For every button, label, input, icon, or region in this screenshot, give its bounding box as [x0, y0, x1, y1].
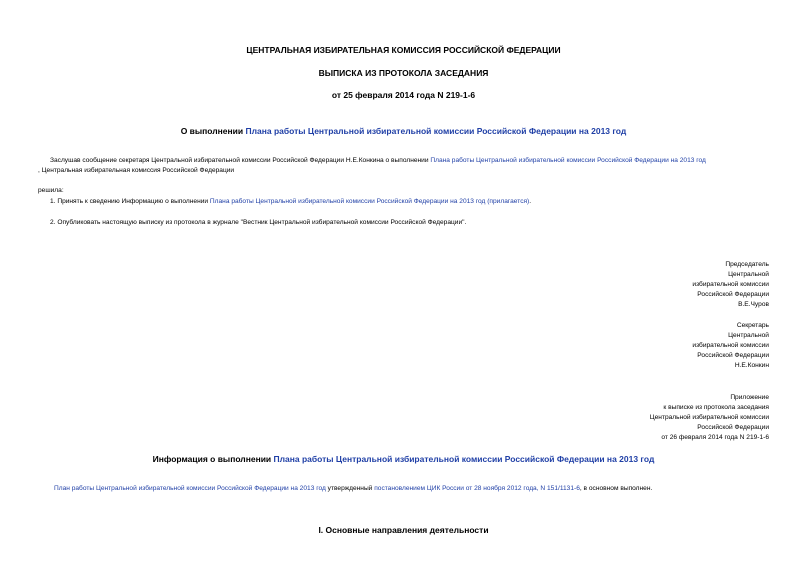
secretary-name: Н.Е.Конкин: [734, 362, 769, 369]
chairman-line-4: Российской Федерации: [697, 291, 769, 298]
plan-link-info-title[interactable]: Плана работы Центральной избирательной комиссии Российской Федерации на 2013 год: [273, 454, 655, 464]
item-2: 2. Опубликовать настоящую выписку из протокола в журнале "Вестник Центральной избирательной комиссии Российской Федерации".: [50, 219, 467, 226]
appendix-line-1: Приложение: [730, 394, 769, 401]
info-title: [0, 454, 807, 464]
decided-label: решила:: [38, 187, 64, 194]
appendix-line-5: от 26 февраля 2014 года N 219-1-6: [661, 434, 769, 441]
chairman-line-3: избирательной комиссии: [692, 281, 769, 288]
appendix-line-3: Центральной избирательной комиссии: [649, 414, 769, 421]
secretary-line-4: Российской Федерации: [697, 352, 769, 359]
plan-link-item-1[interactable]: Плана работы Центральной избирательной комиссии Российской Федерации на 2013 год (прилагается): [209, 198, 530, 205]
intro-text: Заслушав сообщение секретаря Центральной избирательной комиссии Российской Федерации Н.Е.Конкина о выполнении: [50, 157, 431, 164]
section-title: I. Основные направления деятельности: [318, 525, 489, 535]
secretary-line-3: избирательной комиссии: [692, 342, 769, 349]
document-title-prefix: О выполнении: [180, 126, 246, 136]
appendix-line-4: Российской Федерации: [697, 424, 769, 431]
chairman-position: Председатель: [725, 261, 769, 268]
chairman-name: В.Е.Чуров: [738, 301, 769, 308]
org-header: ЦЕНТРАЛЬНАЯ ИЗБИРАТЕЛЬНАЯ КОМИССИЯ РОССИЙСКОЙ ФЕДЕРАЦИИ: [246, 45, 561, 55]
document-title: [0, 126, 807, 136]
intro-paragraph-cont: [38, 167, 234, 174]
appendix-line-2: к выписке из протокола заседания: [663, 404, 769, 411]
info-paragraph: [54, 485, 652, 492]
plan-link-intro[interactable]: Плана работы Центральной избирательной комиссии Российской Федерации на 2013 год: [430, 157, 706, 164]
info-title-prefix: Информация о выполнении: [152, 454, 274, 464]
resolution-link[interactable]: постановлением ЦИК России от 28 ноября 2012 года, N 151/1131-6: [374, 485, 580, 492]
plan-link-title[interactable]: Плана работы Центральной избирательной комиссии Российской Федерации на 2013 год: [245, 126, 627, 136]
item-1-text: 1. Принять к сведению Информацию о выполнении: [50, 198, 210, 205]
intro-paragraph: [50, 157, 706, 164]
secretary-line-2: Центральной: [728, 332, 769, 339]
plan-link-info[interactable]: План работы Центральной избирательной комиссии Российской Федерации на 2013 год: [54, 485, 326, 492]
intro-text-cont: , Центральная избирательная комиссия Российской Федерации: [38, 167, 235, 174]
doc-date-header: от 25 февраля 2014 года N 219-1-6: [331, 90, 476, 100]
secretary-position: Секретарь: [736, 322, 769, 329]
doc-type-header: ВЫПИСКА ИЗ ПРОТОКОЛА ЗАСЕДАНИЯ: [318, 68, 489, 78]
chairman-line-2: Центральной: [728, 271, 769, 278]
info-text-2: , в основном выполнен.: [579, 485, 653, 492]
info-text-1: утвержденный: [325, 485, 375, 492]
item-1: [50, 198, 531, 205]
item-1-suffix: .: [529, 198, 532, 205]
